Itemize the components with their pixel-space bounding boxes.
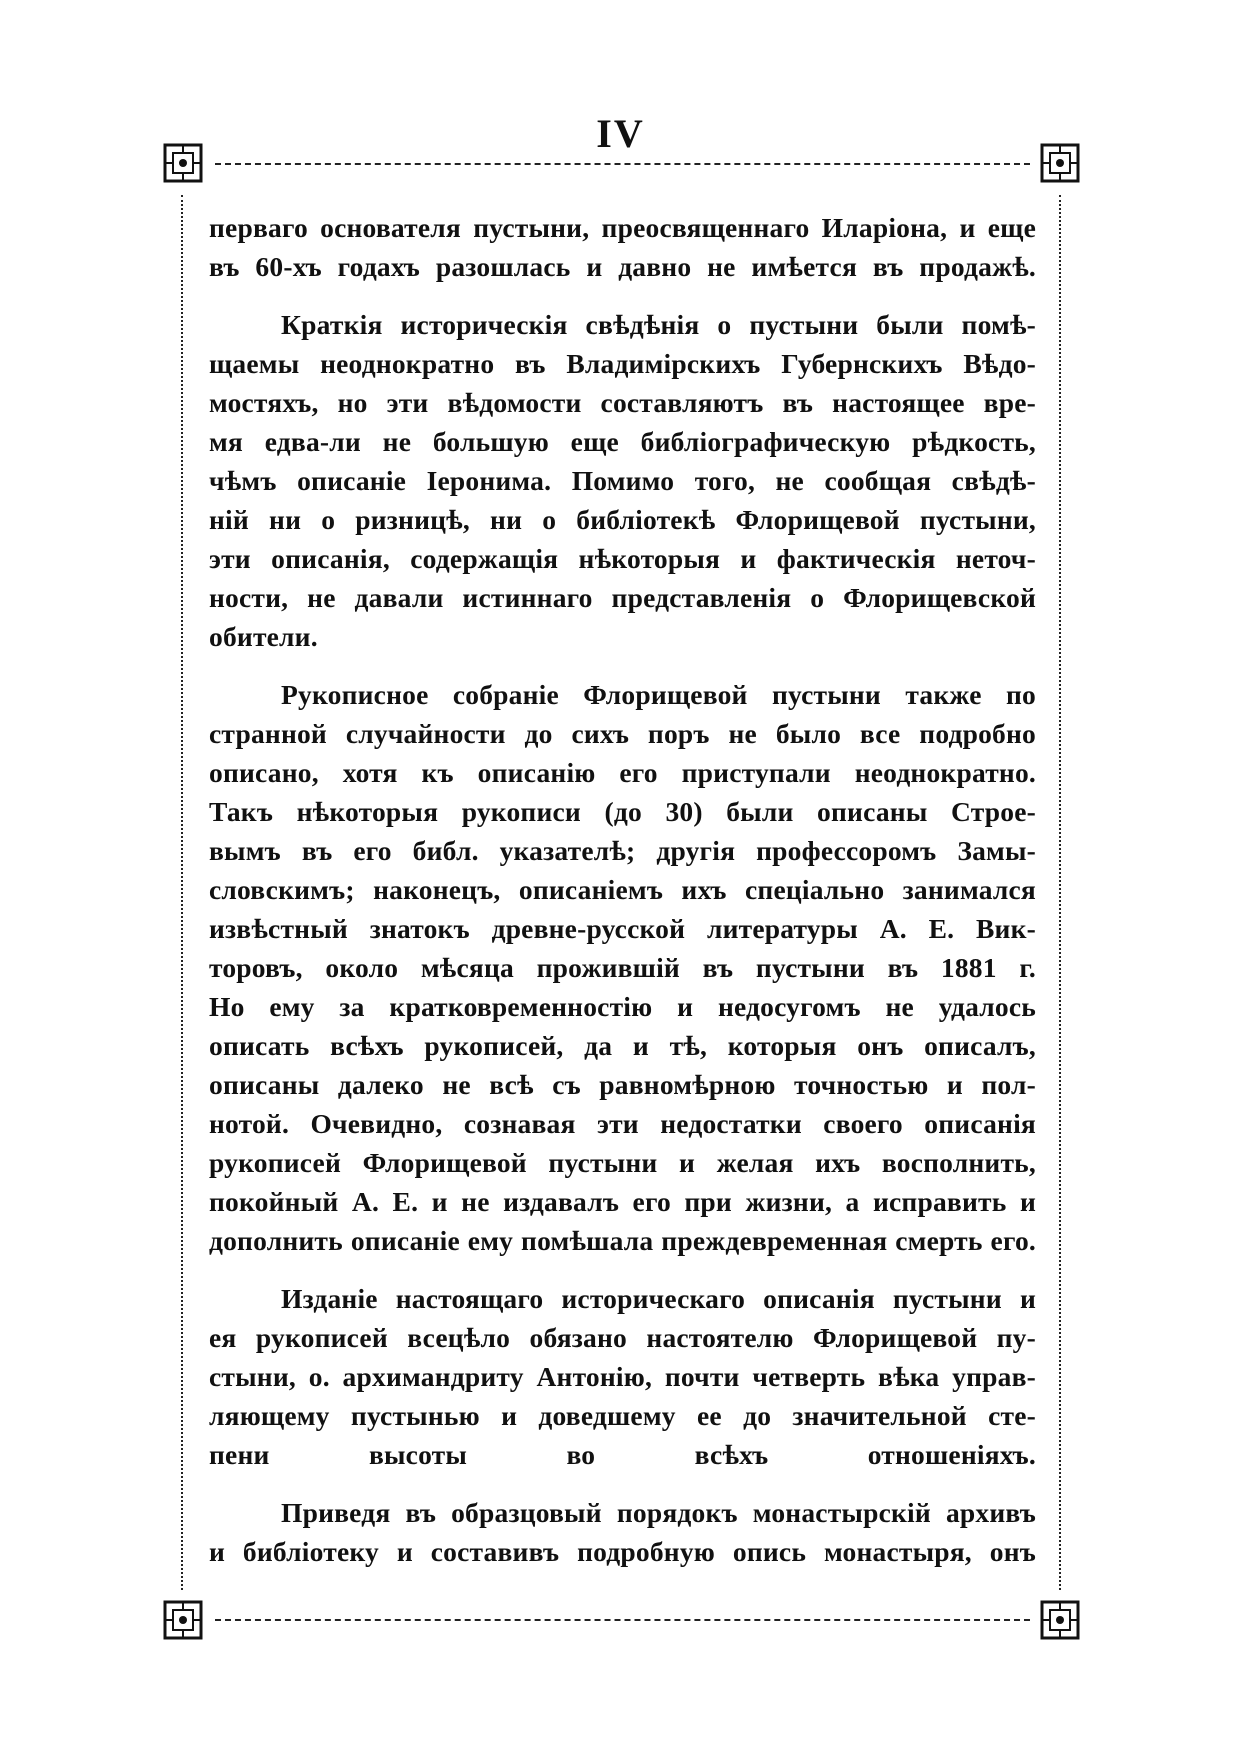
corner-ornament-icon [161, 141, 205, 185]
paragraph [209, 675, 1036, 1260]
text-line: Приведя въ образцовый порядокъ монастырскій архивъ [281, 1497, 1036, 1528]
text-line: чѣмъ описаніе Іеронима. Помимо того, не сообщая свѣдѣ- [209, 465, 1036, 496]
text-line: мя едва-ли не большую еще библіографическую рѣдкость, [209, 426, 1036, 457]
text-line: Изданіе настоящаго историческаго описанія пустыни и [281, 1283, 1036, 1314]
text-line: въ 60-хъ годахъ разошлась и давно не имѣется въ продажѣ. [209, 251, 1036, 282]
text-line: описаны далеко не всѣ съ равномѣрною точностью и пол- [209, 1069, 1036, 1100]
text-line: обители. [209, 621, 318, 652]
text-line: странной случайности до сихъ поръ не было все подробно [209, 718, 1036, 749]
bottom-border-rule [215, 1619, 1030, 1621]
paragraph [209, 208, 1036, 286]
text-line: описано, хотя къ описанію его приступали неоднократно. [209, 757, 1036, 788]
right-border-rule [1059, 195, 1061, 1590]
text-line: рукописей Флорищевой пустыни и желая ихъ восполнить, [209, 1147, 1036, 1178]
corner-ornament-icon [1038, 141, 1082, 185]
corner-ornament-icon [1038, 1598, 1082, 1642]
text-line: описать всѣхъ рукописей, да и тѣ, которыя онъ описалъ, [209, 1030, 1036, 1061]
text-line: Рукописное собраніе Флорищевой пустыни также по [281, 679, 1036, 710]
text-line: щаемы неоднократно въ Владимірскихъ Губернскихъ Вѣдо- [209, 348, 1036, 379]
text-line: Краткія историческія свѣдѣнія о пустыни были помѣ- [281, 309, 1036, 340]
text-line: и библіотеку и составивъ подробную опись монастыря, онъ [209, 1536, 1036, 1567]
text-line: ея рукописей всецѣло обязано настоятелю Флорищевой пу- [209, 1322, 1036, 1353]
left-border-rule [181, 195, 183, 1590]
text-line: дополнить описаніе ему помѣшала преждевременная смерть его. [209, 1225, 1036, 1256]
text-line: ляющему пустынью и доведшему ее до значительной сте- [209, 1400, 1036, 1431]
paragraph [209, 1493, 1036, 1571]
text-line: Но ему за кратковременностію и недосугомъ не удалось [209, 991, 1036, 1022]
text-line: торовъ, около мѣсяца прожившій въ пустыни въ 1881 г. [209, 952, 1036, 983]
text-line: стыни, о. архимандриту Антонію, почти четверть вѣка управ- [209, 1361, 1036, 1392]
text-line: покойный А. Е. и не издавалъ его при жизни, а исправить и [209, 1186, 1036, 1217]
corner-ornament-icon [161, 1598, 205, 1642]
text-line: эти описанія, содержащія нѣкоторыя и фактическія неточ- [209, 543, 1036, 574]
text-line: вымъ въ его библ. указателѣ; другія профессоромъ Замы- [209, 835, 1036, 866]
text-line: Такъ нѣкоторыя рукописи (до 30) были описаны Строе- [209, 796, 1036, 827]
top-border-rule [215, 163, 1030, 165]
paragraph [209, 1279, 1036, 1474]
text-line: ній ни о ризницѣ, ни о библіотекѣ Флорищевой пустыни, [209, 504, 1036, 535]
paragraph [209, 305, 1036, 656]
text-line: мостяхъ, но эти вѣдомости составляютъ въ настоящее вре- [209, 387, 1036, 418]
page-number: IV [596, 111, 645, 156]
text-line: нотой. Очевидно, сознавая эти недостатки своего описанія [209, 1108, 1036, 1139]
text-line: извѣстный знатокъ древне-русской литературы А. Е. Вик- [209, 913, 1036, 944]
body-text [209, 208, 1036, 1571]
text-line: перваго основателя пустыни, преосвященнаго Иларіона, и еще [209, 212, 1036, 243]
text-line: ности, не давали истиннаго представленія о Флорищевской [209, 582, 1036, 613]
text-line: пени высоты во всѣхъ отношеніяхъ. [209, 1439, 1036, 1470]
text-line: словскимъ; наконецъ, описаніемъ ихъ спеціально занимался [209, 874, 1036, 905]
